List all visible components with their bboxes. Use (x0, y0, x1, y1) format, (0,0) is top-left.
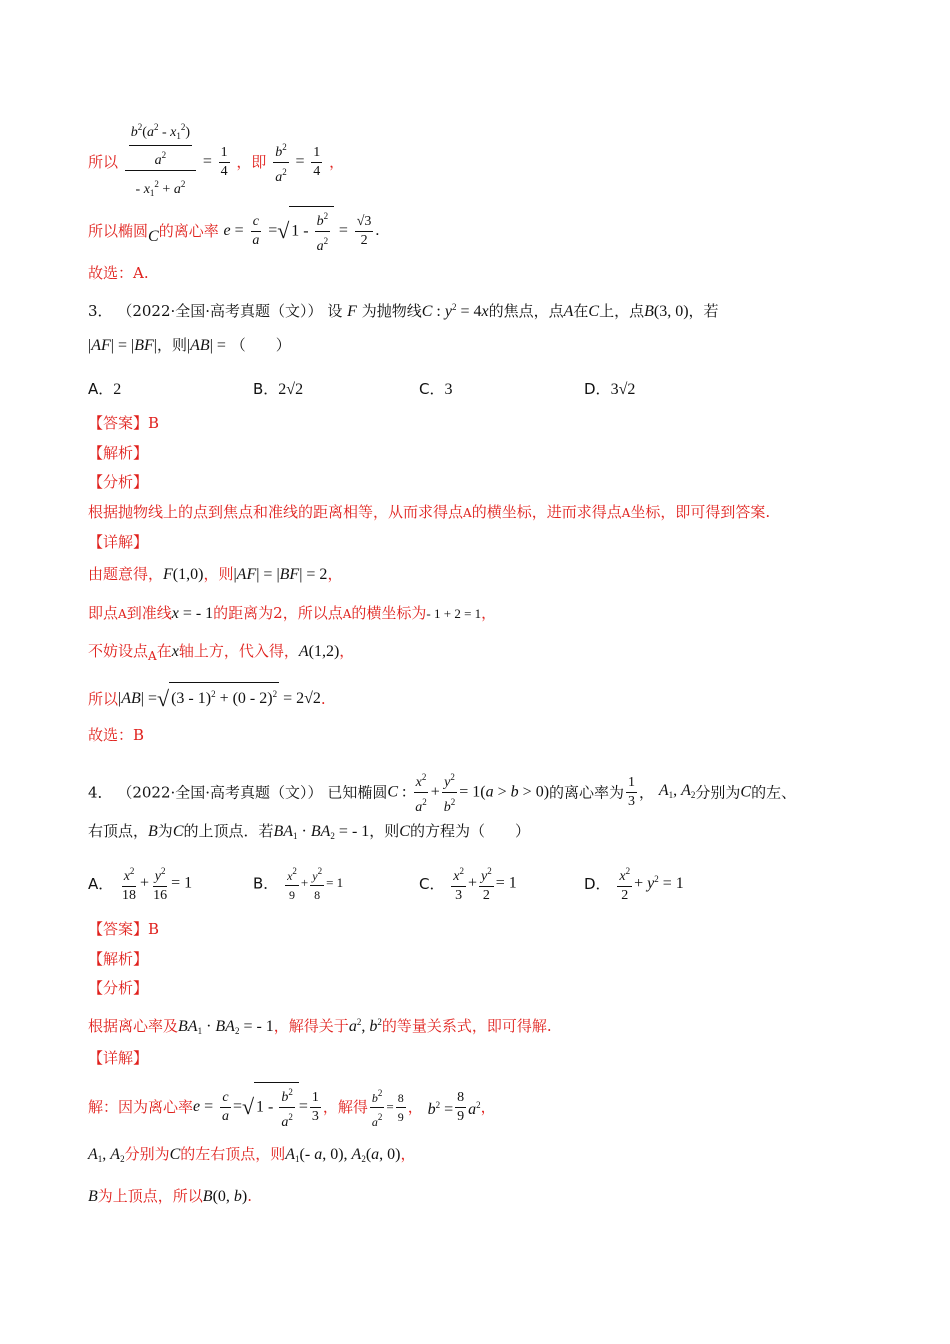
so-label: 所以 (88, 153, 119, 171)
q4-stem-line1: 4． （2022·全国·高考真题（文）） 已知椭圆C : $\frac{x^2}{a^2}$ + $\frac{y^2}{b^2}$ = 1(a > b > 0)的离心率为 $\frac{1}{3}$ ， $A_1$, $A_2$分别为C的左、 (88, 768, 796, 817)
q3-stem-line2: |AF| = |BF|，则|AB| = （ ） (88, 336, 291, 354)
q4-option-d[interactable]: D． $\frac{x^2}{2}$ + $y^2 = 1$ (584, 862, 684, 905)
q3-option-b[interactable]: B．2√2 (253, 380, 304, 398)
q3-choose: 故选：B (88, 726, 145, 744)
q4-detail-2: $A_1$, $A_2$分别为C的左右顶点，则$A_1(-$ a, 0), $A_2(a$, 0)， (88, 1145, 416, 1164)
q4-detail-1: 解：因为离心率e = $\frac{c}{a}$ =√ 1 - $\frac{b^2}{a^2}$ = $\frac{1}{3}$ ，解得 $\frac{b^2}{a^2}$ = $\frac{8}{9}$ ， $b^2$ = $\frac{8}{9}$ $a^2$， (88, 1082, 496, 1132)
q3-detail-1: 由题意得，F(1,0)，则|AF| = |BF| = 2， (88, 565, 343, 583)
eccentricity-line: 所以椭圆C的离心率 e = $\frac{c}{a}$ =√ 1 - $\frac{b^2}{a^2}$ = $\frac{√3}{2}$ . (88, 206, 379, 256)
q3-analysis: 根据抛物线上的点到焦点和准线的距离相等，从而求得点A的横坐标，进而求得点A坐标，即可得到答案. (88, 503, 771, 521)
q3-xiangjie-tag: 【详解】 (88, 533, 149, 551)
complex-fraction: $\frac{\frac{b^2(a^2 - x_1^2)}{a^2}}{- x_1^2 + a^2}$ (125, 118, 196, 206)
q4-fenxi-tag: 【分析】 (88, 979, 149, 997)
q4-jiexi-tag: 【解析】 (88, 950, 149, 968)
q3-option-d[interactable]: D．3√2 (584, 380, 636, 398)
q4-source: （2022·全国·高考真题（文）） (117, 783, 323, 802)
q4-analysis: 根据离心率及$BA_1 \cdot BA_2$ = - 1，解得关于$a^2$, $b^2$的等量关系式，即可得解. (88, 1017, 552, 1036)
q3-detail-3: 不妨设点$_A$在x轴上方，代入得，A(1,2)， (88, 642, 355, 663)
q3-answer-tag: 【答案】B (88, 414, 160, 432)
q3-source: （2022·全国·高考真题（文）） (117, 302, 323, 320)
q4-answer-tag: 【答案】B (88, 920, 160, 938)
q3-stem-line1: 3． （2022·全国·高考真题（文）） 设 F 为抛物线C : $y^2 = 4x$的焦点，点A在C上，点B(3, 0)，若 (88, 302, 719, 320)
q4-option-c[interactable]: C． $\frac{x^2}{3}$ + $\frac{y^2}{2}$ = 1 (419, 862, 517, 905)
q4-option-a[interactable]: A． $\frac{x^2}{18}$ + $\frac{y^2}{16}$ = 1 (88, 862, 192, 905)
q3-number: 3． (88, 302, 113, 320)
q3-option-c[interactable]: C．3 (419, 380, 453, 398)
q4-option-b[interactable]: B． $\frac{x^2}{9}$ + $\frac{y^2}{8}$ = 1 (253, 862, 343, 904)
q4-detail-3: B为上顶点，所以B(0, b). (88, 1187, 253, 1205)
q3-detail-4: 所以|AB| =√ (3 - 1)$^2$ + (0 - 2)$^2$ = 2√2. (88, 682, 326, 710)
q3-detail-2: 即点A到准线x = - 1的距离为2，所以点A的横坐标为- 1 + 2 = 1， (88, 604, 497, 622)
q3-fenxi-tag: 【分析】 (88, 473, 149, 491)
q4-stem-line2: 右顶点，B为C的上顶点．若$BA_1 \cdot BA_2$ = - 1，则C的方程为（ ） (88, 822, 530, 841)
q3-jiexi-tag: 【解析】 (88, 444, 149, 462)
choose-a: 故选：A. (88, 264, 149, 282)
q4-number: 4． (88, 783, 113, 802)
q4-xiangjie-tag: 【详解】 (88, 1049, 149, 1067)
ji-label: ，即 (236, 153, 267, 171)
q3-option-a[interactable]: A．2 (88, 380, 122, 398)
ratio-line: 所以 $\frac{\frac{b^2(a^2 - x_1^2)}{a^2}}{- x_1^2 + a^2}$ = $\frac{1}{4}$ ，即 $\frac{b^2}{a^2}$ = $\frac{1}{4}$ ， (88, 118, 344, 206)
